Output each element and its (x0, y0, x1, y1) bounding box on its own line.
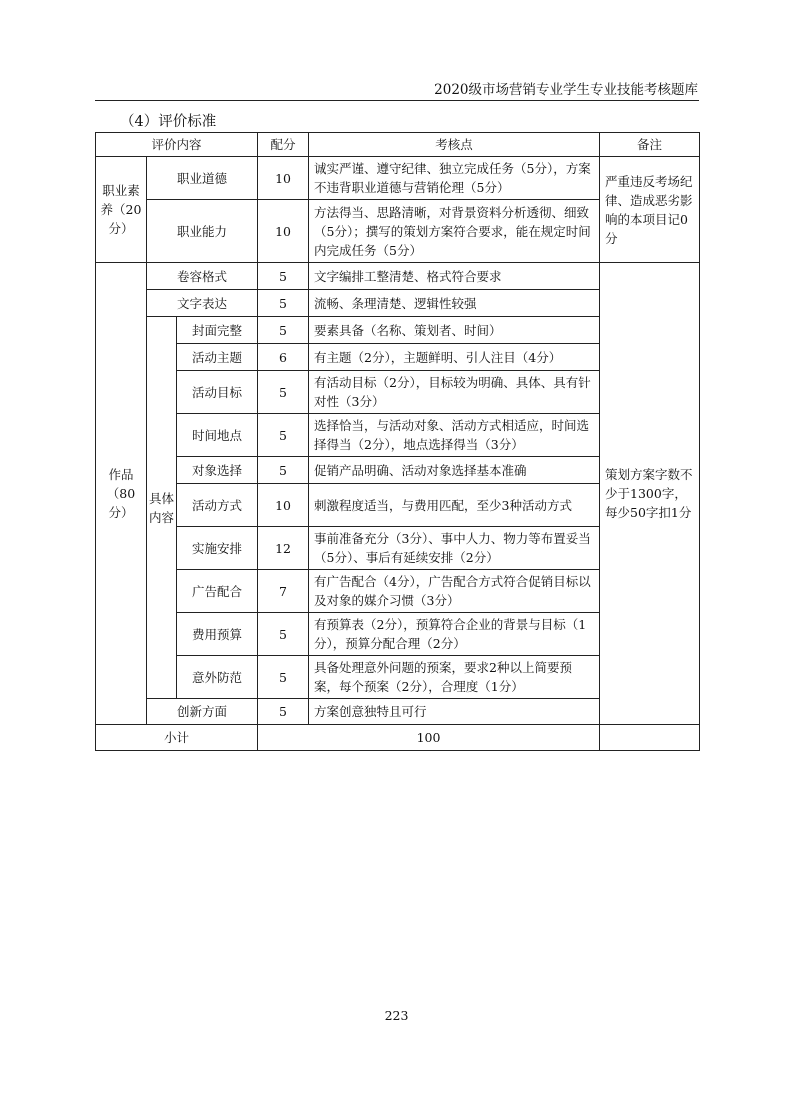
item-points: 刺激程度适当，与费用匹配，至少3种活动方式 (309, 484, 600, 527)
item-label: 活动方式 (177, 484, 258, 527)
subtotal-label: 小计 (96, 725, 258, 751)
item-points: 有主题（2分），主题鲜明、引人注目（4分） (309, 344, 600, 371)
item-points: 具备处理意外问题的预案，要求2种以上简要预案，每个预案（2分），合理度（1分） (309, 656, 600, 699)
item-score: 5 (258, 656, 309, 699)
item-score: 7 (258, 570, 309, 613)
header-score: 配分 (258, 133, 309, 157)
sub-group-label: 具体内容 (147, 317, 177, 699)
item-points: 诚实严谨、遵守纪律、独立完成任务（5分），方案不违背职业道德与营销伦理（5分） (309, 157, 600, 200)
item-label: 意外防范 (177, 656, 258, 699)
item-score: 12 (258, 527, 309, 570)
item-label: 费用预算 (177, 613, 258, 656)
table-row (96, 157, 700, 200)
table-row (96, 263, 700, 290)
item-score: 10 (258, 484, 309, 527)
item-score: 5 (258, 457, 309, 484)
evaluation-table (95, 132, 700, 751)
item-points: 方法得当、思路清晰，对背景资料分析透彻、细致（5分）；撰写的策划方案符合要求，能在规定时间内完成任务（5分） (309, 200, 600, 263)
item-label: 活动目标 (177, 371, 258, 414)
item-label: 创新方面 (147, 699, 258, 725)
item-points: 有广告配合（4分），广告配合方式符合促销目标以及对象的媒介习惯（3分） (309, 570, 600, 613)
item-score: 5 (258, 263, 309, 290)
section-title: （4）评价标准 (120, 114, 217, 130)
item-label: 封面完整 (177, 317, 258, 344)
header-content: 评价内容 (96, 133, 258, 157)
item-points: 有预算表（2分），预算符合企业的背景与目标（1分），预算分配合理（2分） (309, 613, 600, 656)
item-score: 5 (258, 613, 309, 656)
item-score: 5 (258, 371, 309, 414)
item-score: 10 (258, 200, 309, 263)
item-score: 10 (258, 157, 309, 200)
remark-work: 策划方案字数不少于1300字，每少50字扣1分 (600, 263, 700, 725)
item-score: 6 (258, 344, 309, 371)
item-label: 对象选择 (177, 457, 258, 484)
group-label-professional: 职业素养（20分） (96, 157, 147, 263)
page-number: 223 (384, 1008, 409, 1023)
item-points: 选择恰当，与活动对象、活动方式相适应，时间选择得当（2分），地点选择得当（3分） (309, 414, 600, 457)
header-remarks: 备注 (600, 133, 700, 157)
item-label: 职业道德 (147, 157, 258, 200)
item-label: 实施安排 (177, 527, 258, 570)
item-points: 促销产品明确、活动对象选择基本准确 (309, 457, 600, 484)
item-score: 5 (258, 414, 309, 457)
item-points: 要素具备（名称、策划者、时间） (309, 317, 600, 344)
item-label: 卷容格式 (147, 263, 258, 290)
item-points: 方案创意独特且可行 (309, 699, 600, 725)
subtotal-value: 100 (258, 725, 600, 751)
remark-professional: 严重违反考场纪律、造成恶劣影响的本项目记0分 (600, 157, 700, 263)
subtotal-row (96, 725, 700, 751)
header-points: 考核点 (309, 133, 600, 157)
item-label: 广告配合 (177, 570, 258, 613)
item-score: 5 (258, 317, 309, 344)
item-score: 5 (258, 699, 309, 725)
item-label: 文字表达 (147, 290, 258, 317)
subtotal-remark (600, 725, 700, 751)
item-label: 职业能力 (147, 200, 258, 263)
item-label: 活动主题 (177, 344, 258, 371)
item-points: 事前准备充分（3分）、事中人力、物力等布置妥当（5分）、事后有延续安排（2分） (309, 527, 600, 570)
item-points: 文字编排工整清楚、格式符合要求 (309, 263, 600, 290)
table-header-row (96, 133, 700, 157)
header-rule (95, 100, 699, 101)
group-label-work: 作品（80分） (96, 263, 147, 725)
item-score: 5 (258, 290, 309, 317)
running-head: 2020级市场营销专业学生专业技能考核题库 (434, 82, 698, 98)
item-points: 流畅、条理清楚、逻辑性较强 (309, 290, 600, 317)
item-points: 有活动目标（2分），目标较为明确、具体、具有针对性（3分） (309, 371, 600, 414)
item-label: 时间地点 (177, 414, 258, 457)
